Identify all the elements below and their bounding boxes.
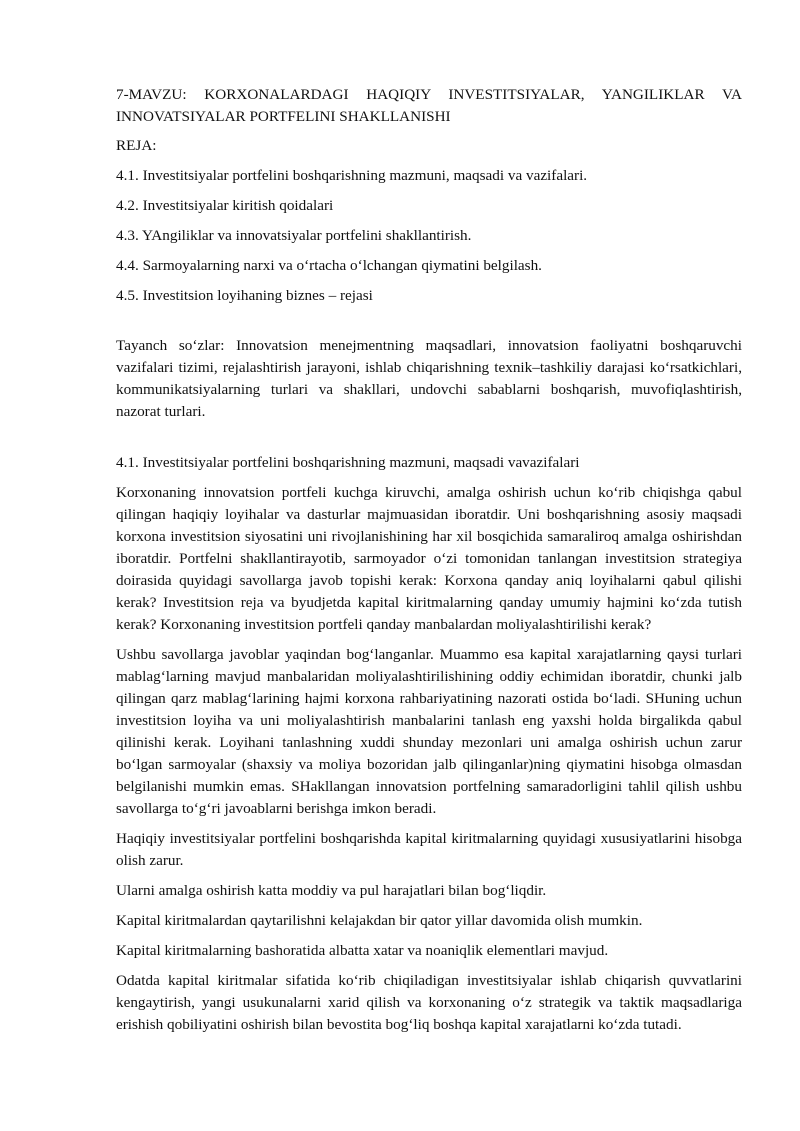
- plan-item-1: 4.1. Investitsiyalar portfelini boshqarishning mazmuni, maqsadi va vazifalari.: [116, 167, 588, 184]
- plan-item-3: 4.3. YAngiliklar va innovatsiyalar portfelini shakllantirish.: [116, 227, 472, 244]
- keywords-paragraph: Tayanch so‘zlar: Innovatsion menejmentning maqsadlari, innovatsion faoliyatni boshqaruvchi vazifalari tizimi, rejalashtirish jarayoni, ishlab chiqarishning texnik–tashkiliy darajasi ko‘rsatkichlari, kommunikatsiyalarning turlari va shakllari, undovchi sabablarni boshqarish, muvofiqlashtirish, nazorat turlari.: [116, 337, 742, 420]
- body-paragraph-4: Ularni amalga oshirish katta moddiy va pul harajatlari bilan bog‘liqdir.: [116, 882, 547, 899]
- document-title: 7-MAVZU: KORXONALARDAGI HAQIQIY INVESTITSIYALAR, YANGILIKLAR VA INNOVATSIYALAR PORTFELINI SHAKLLANISHI: [116, 86, 742, 125]
- body-paragraph-3: Haqiqiy investitsiyalar portfelini boshqarishda kapital kiritmalarning quyidagi xususiyatlarini hisobga olish zarur.: [116, 830, 742, 869]
- plan-item-2: 4.2. Investitsiyalar kiritish qoidalari: [116, 197, 334, 214]
- body-paragraph-2: Ushbu savollarga javoblar yaqindan bog‘langanlar. Muammo esa kapital xarajatlarning qaysi turlari mablag‘larning mavjud manbalaridan moliyalashtirilishining oddiy echimidan iboratdir, chunki jalb qilingan qarz mablag‘larining hajmi korxona rahbariyatining nazorati ostida bo‘ladi. SHuning uchun investitsion loyiha va uni moliyalashtirish manbalarini tanlash eng yaxshi holda birgalikda qabul qilinishi kerak. Loyihani tanlashning xuddi shunday mezonlari uni amalga oshirish uchun zarur bo‘lgan sarmoyalar (shaxsiy va moliya bozoridan jalb qilinganlar)ning qiymatini hisobga olmasdan belgilanishi mumkin emas. SHakllangan innovatsion portfelning samaradorligini tahlil qilish ushbu savollarga to‘g‘ri javoablarni berishga imkon beradi.: [116, 646, 742, 817]
- body-paragraph-7: Odatda kapital kiritmalar sifatida ko‘rib chiqiladigan investitsiyalar ishlab chiqarish quvvatlarini kengaytirish, yangi usukunalarni xarid qilish va korxonaning o‘z strategik va taktik maqsadlariga erishish qobiliyatini oshirish bilan bevostita bog‘liq boshqa kapital xarajatlarni ko‘zda tutadi.: [116, 972, 742, 1033]
- plan-item-4: 4.4. Sarmoyalarning narxi va o‘rtacha o‘lchangan qiymatini belgilash.: [116, 257, 542, 274]
- body-paragraph-6: Kapital kiritmalarning bashoratida albatta xatar va noaniqlik elementlari mavjud.: [116, 942, 609, 959]
- section-heading: 4.1. Investitsiyalar portfelini boshqarishning mazmuni, maqsadi vavazifalari: [116, 454, 580, 471]
- body-paragraph-5: Kapital kiritmalardan qaytarilishni kelajakdan bir qator yillar davomida olish mumkin.: [116, 912, 643, 929]
- plan-heading: REJA:: [116, 137, 157, 154]
- body-paragraph-1: Korxonaning innovatsion portfeli kuchga kiruvchi, amalga oshirish uchun ko‘rib chiqishga qabul qilingan haqiqiy loyihalar va dasturlar majmuasidan iboratdir. Uni boshqarishning asosiy maqsadi korxona investitsion siyosatini uni rivojlanishining har xil bosqichida samaraliroq amalga oshirishdan iboratdir. Portfelni shakllantirayotib, sarmoyador o‘zi tomonidan tanlangan investitsion strategiya doirasida quyidagi savollarga javob topishi kerak: Korxona qanday aniq loyihalarni qabul qilishi kerak? Investitsion reja va byudjetda kapital kiritmalarning qanday umumiy hajmini ko‘zda tutish kerak? Korxonaning investitsion portfeli qanday manbalardan moliyalashtirilishi kerak?: [116, 484, 742, 633]
- plan-item-5: 4.5. Investitsion loyihaning biznes – rejasi: [116, 287, 373, 304]
- plan-list: [116, 165, 742, 307]
